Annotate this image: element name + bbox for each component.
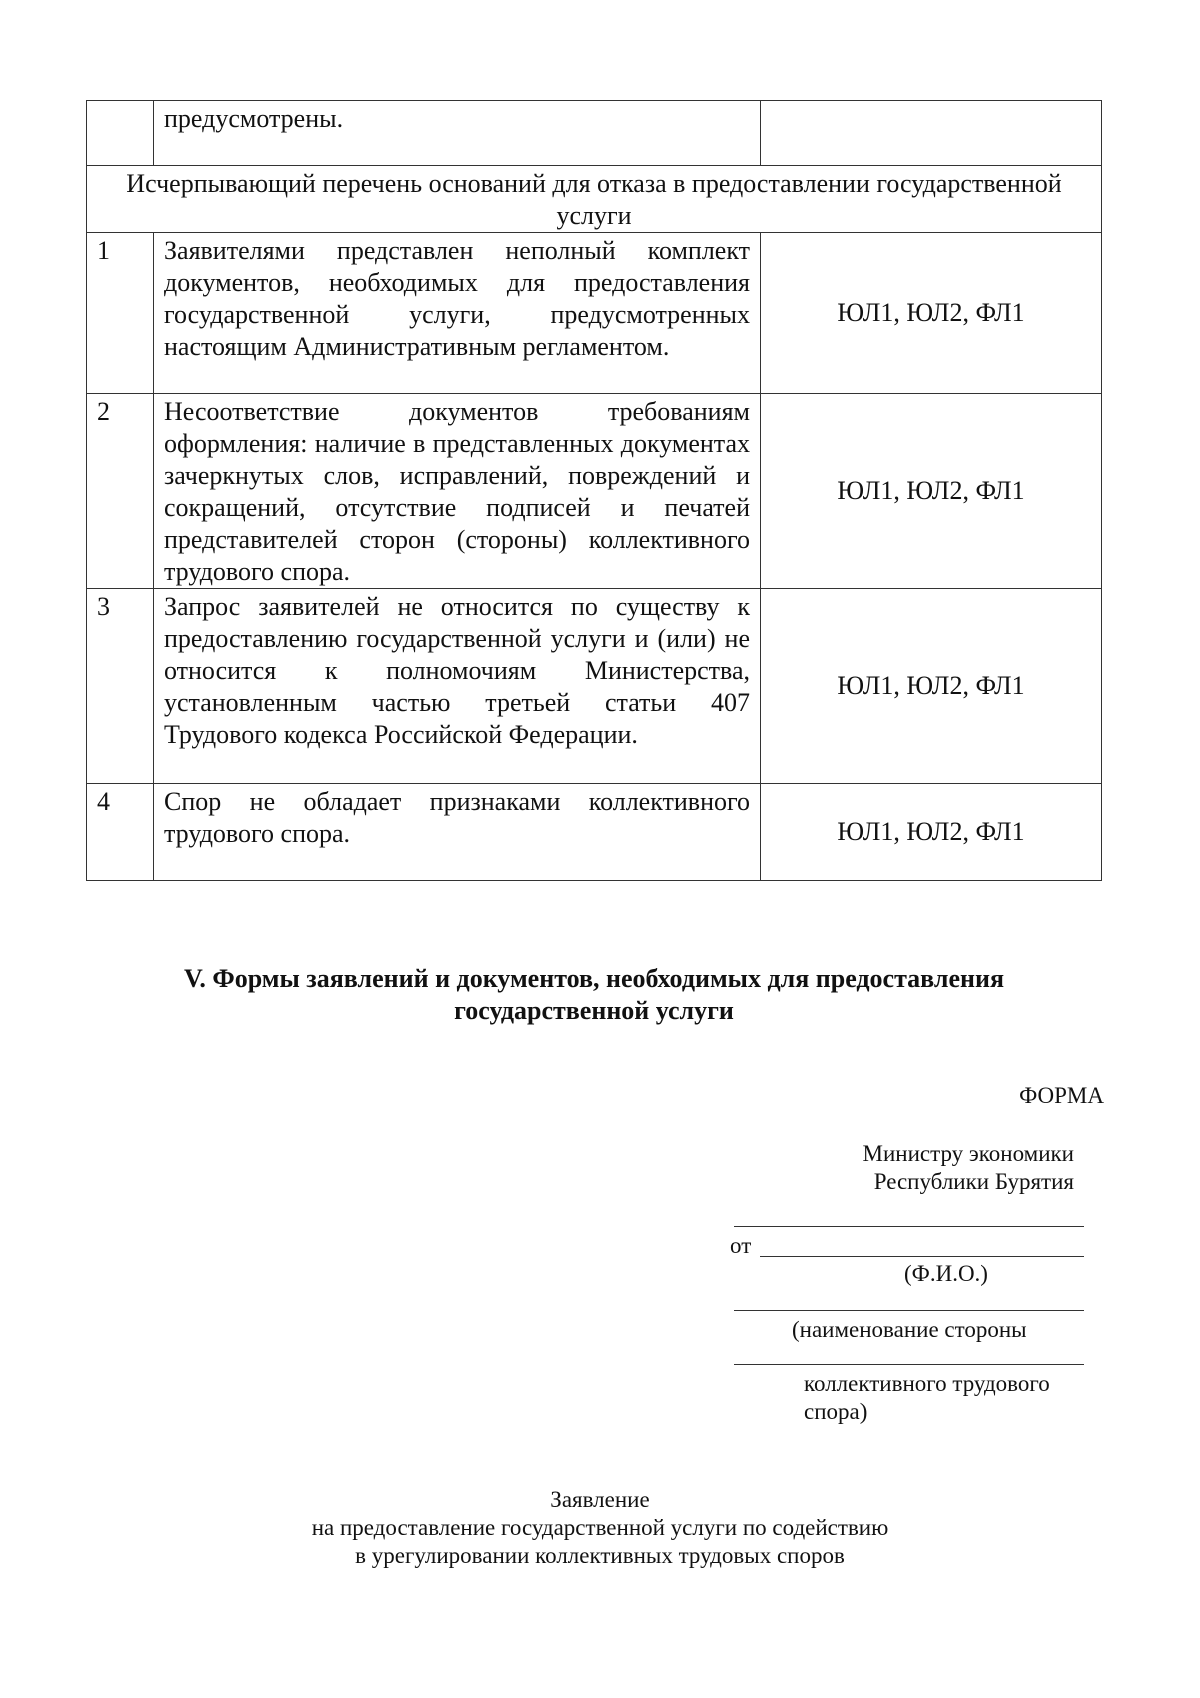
- row-description: Запрос заявителей не относится по существу к предоставлению государственной услуги и (или) не относится к полномочиям Министерства, установленным частью третьей статьи 407 Трудового кодекса Российской Федерации.: [154, 589, 761, 784]
- table-row: [87, 784, 1102, 881]
- addressee-block: [730, 1140, 1080, 1196]
- section-title-line-2: государственной услуги: [454, 996, 734, 1025]
- row-description: Заявителями представлен неполный комплект документов, необходимых для предоставления государственной услуги, предусмотренных настоящим Административным регламентом.: [154, 233, 761, 394]
- row-description: Спор не обладает признаками коллективного трудового спора.: [154, 784, 761, 881]
- table-row: [87, 101, 1102, 166]
- table-heading-row: [87, 166, 1102, 233]
- row-description-cell: предусмотрены.: [154, 101, 761, 166]
- fio-blank-line: [760, 1256, 1084, 1257]
- application-title: Заявление: [550, 1487, 650, 1512]
- party-blank-line: [734, 1310, 1084, 1311]
- application-title-block: [200, 1486, 1000, 1570]
- row-applicants: ЮЛ1, ЮЛ2, ФЛ1: [761, 589, 1102, 784]
- row-number: 4: [87, 784, 154, 881]
- section-title: [86, 963, 1102, 1027]
- section-title-line-1: V. Формы заявлений и документов, необходимых для предоставления: [183, 964, 1005, 993]
- fio-caption: (Ф.И.О.): [904, 1261, 988, 1286]
- blank-line: [734, 1226, 1084, 1227]
- row-number: 1: [87, 233, 154, 394]
- addressee-line-2: Республики Бурятия: [873, 1169, 1074, 1194]
- refusal-grounds-table: [86, 100, 1102, 881]
- from-prefix: от: [730, 1233, 752, 1258]
- row-applicants: ЮЛ1, ЮЛ2, ФЛ1: [761, 784, 1102, 881]
- table-heading: Исчерпывающий перечень оснований для отказа в предоставлении государственной услуги: [87, 166, 1102, 233]
- application-subtitle-line-2: в урегулировании коллективных трудовых споров: [355, 1543, 845, 1568]
- row-number: 3: [87, 589, 154, 784]
- party-caption-2: коллективного трудового: [804, 1371, 1050, 1396]
- row-applicants: ЮЛ1, ЮЛ2, ФЛ1: [761, 394, 1102, 589]
- row-applicants: ЮЛ1, ЮЛ2, ФЛ1: [761, 233, 1102, 394]
- row-applicants-cell: [761, 101, 1102, 166]
- application-subtitle-line-1: на предоставление государственной услуги по содействию: [311, 1515, 889, 1540]
- table-row: [87, 589, 1102, 784]
- row-number: 2: [87, 394, 154, 589]
- party-caption-1: (наименование стороны: [792, 1317, 1027, 1342]
- row-description: Несоответствие документов требованиям оформления: наличие в представленных документах зачеркнутых слов, исправлений, повреждений и сокращений, отсутствие подписей и печатей представителей сторон (стороны) коллективного трудового спора.: [154, 394, 761, 589]
- party-blank-line-2: [734, 1364, 1084, 1365]
- table-row: [87, 233, 1102, 394]
- form-label: ФОРМА: [1019, 1083, 1104, 1108]
- table-row: [87, 394, 1102, 589]
- addressee-line-1: Министру экономики: [862, 1141, 1074, 1166]
- row-number-cell: [87, 101, 154, 166]
- party-caption-3: спора): [804, 1399, 868, 1424]
